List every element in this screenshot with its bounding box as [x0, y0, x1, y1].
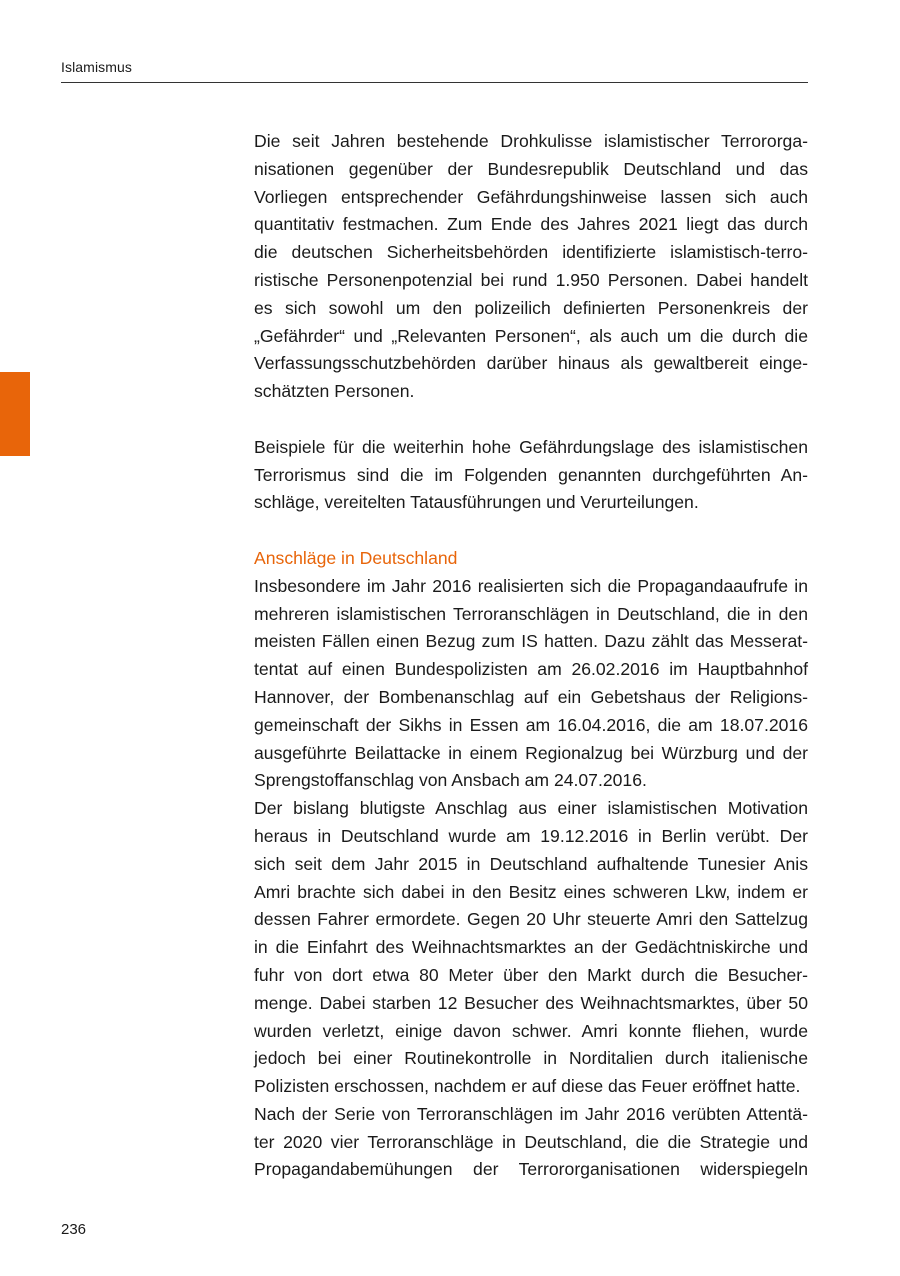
paragraph-4 [254, 795, 808, 1101]
text-line: Hannover, der Bombenanschlag auf ein Gebetshaus der Religions- [254, 686, 808, 707]
text-line: jedoch bei einer Routinekontrolle in Norditalien durch italienische [254, 1048, 808, 1069]
text-line: sich seit dem Jahr 2015 in Deutschland aufhaltende Tunesier Anis [254, 853, 808, 874]
text-line: tentat auf einen Bundespolizisten am 26.02.2016 im Hauptbahnhof [254, 659, 808, 680]
text-line: dessen Fahrer ermordete. Gegen 20 Uhr steuerte Amri den Sattelzug [254, 909, 808, 930]
text-line: ausgeführte Beilattacke in einem Regionalzug bei Würzburg und der [254, 742, 808, 763]
text-line: Beispiele für die weiterhin hohe Gefährdungslage des islamistischen [254, 436, 808, 457]
page-number: 236 [61, 1221, 87, 1238]
text-line: mehreren islamistischen Terroranschlägen in Deutschland, die in den [254, 603, 808, 624]
text-line: Amri brachte sich dabei in den Besitz eines schweren Lkw, indem er [254, 881, 808, 902]
paragraph-5 [254, 1101, 808, 1184]
text-line: ter 2020 vier Terroranschläge in Deutschland, die die Strategie und [254, 1131, 808, 1152]
text-line: ristische Personenpotenzial bei rund 1.950 Personen. Dabei handelt [254, 269, 808, 290]
text-line: wurden verletzt, einige davon schwer. Amri konnte fliehen, wurde [254, 1020, 808, 1041]
text-line: meisten Fällen einen Bezug zum IS hatten. Dazu zählt das Messerat- [254, 631, 808, 652]
paragraph-2 [254, 434, 808, 517]
text-line: Nach der Serie von Terroranschlägen im Jahr 2016 verübten Attentä- [254, 1103, 808, 1124]
text-line: schätzten Personen. [254, 381, 415, 402]
paragraph-gap [254, 406, 808, 434]
text-line: in die Einfahrt des Weihnachtsmarktes an der Gedächtniskirche und [254, 937, 808, 958]
text-line: nisationen gegenüber der Bundesrepublik Deutschland und das [254, 158, 808, 179]
text-line: heraus in Deutschland wurde am 19.12.2016 in Berlin verübt. Der [254, 825, 808, 846]
text-line: fuhr von dort etwa 80 Meter über den Markt durch die Besucher- [254, 964, 808, 985]
text-line: Insbesondere im Jahr 2016 realisierten sich die Propagandaaufrufe in [254, 575, 808, 596]
text-line: Polizisten erschossen, nachdem er auf diese das Feuer eröffnet hatte. [254, 1076, 801, 1097]
text-line: quantitativ festmachen. Zum Ende des Jahres 2021 liegt das durch [254, 214, 808, 235]
paragraph-1 [254, 128, 808, 406]
text-line: die deutschen Sicherheitsbehörden identifizierte islamistisch-terro- [254, 242, 808, 263]
text-line: es sich sowohl um den polizeilich definierten Personenkreis der [254, 297, 808, 318]
text-line: Vorliegen entsprechender Gefährdungshinweise lassen sich auch [254, 186, 808, 207]
paragraph-3 [254, 573, 808, 795]
text-line: Sprengstoffanschlag von Ansbach am 24.07.2016. [254, 770, 647, 791]
text-line: gemeinschaft der Sikhs in Essen am 16.04.2016, die am 18.07.2016 [254, 714, 808, 735]
text-line: Terrorismus sind die im Folgenden genannten durchgeführten An- [254, 464, 808, 485]
text-line: Der bislang blutigste Anschlag aus einer islamistischen Motivation [254, 798, 808, 819]
text-line: schläge, vereitelten Tatausführungen und Verurteilungen. [254, 492, 699, 513]
text-line: Propagandabemühungen der Terrororganisationen widerspiegeln [254, 1159, 808, 1180]
text-line: menge. Dabei starben 12 Besucher des Weihnachtsmarktes, über 50 [254, 992, 808, 1013]
section-heading: Anschläge in Deutschland [254, 547, 458, 568]
chapter-marker-tab [0, 372, 30, 456]
text-line: Verfassungsschutzbehörden darüber hinaus als gewaltbereit einge- [254, 353, 808, 374]
body-text [254, 128, 808, 1184]
running-header [61, 58, 808, 83]
text-line: „Gefährder“ und „Relevanten Personen“, als auch um die durch die [254, 325, 808, 346]
text-line: Die seit Jahren bestehende Drohkulisse islamistischer Terrororga- [254, 131, 808, 151]
paragraph-gap [254, 517, 808, 545]
running-header-title: Islamismus [61, 59, 133, 75]
